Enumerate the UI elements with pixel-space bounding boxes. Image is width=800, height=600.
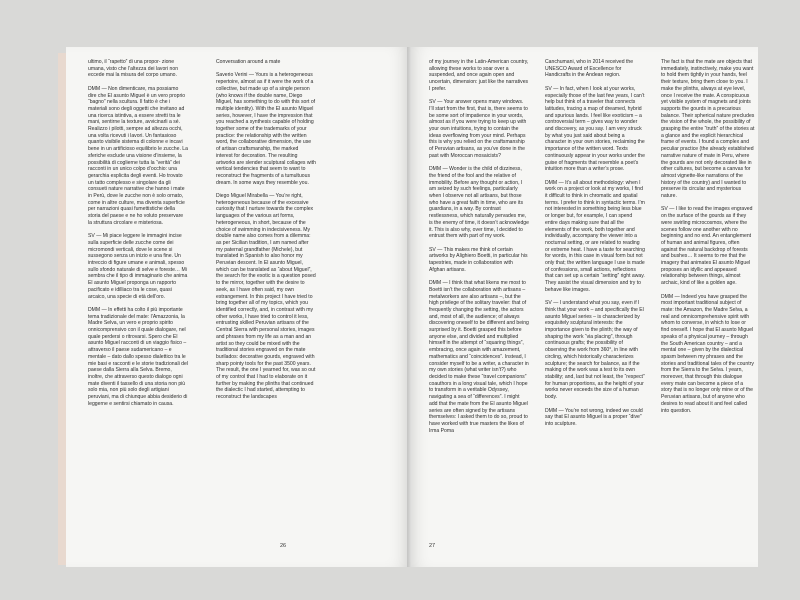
open-book <box>58 47 758 567</box>
paragraph: DMM — I think that what likens me most to Boetti isn’t the collaboration with artisans – metalworkers are also artisans –, but the high privilege of the solitary traveler: that of frequently changing the setting, the actors and, most of all, the audience; of always discovering oneself to be different and being surprised by it. Boetti grasped this before anyone else, and divided and multiplied himself in the attempt of “squaring things”, embracing, once again with amazement, mathematics and “coincidences”. Instead, I consider myself to be a writer, a character in my own stories (what writer isn’t?) who decided to make these “travel companions” coauthors in a long visual tale, which I hope to transform in a veritable Odyssey, navigating a sea of “differences”. I might add that the mate from the El asunto Miguel series are often signed by the artisans themselves: I asked them to do so, proud to have worked with true masters the likes of Irma Poma <box>429 280 529 434</box>
left-page-column-2 <box>216 59 316 408</box>
page-number-left: 26 <box>280 543 287 549</box>
left-page <box>66 47 409 567</box>
paragraph: DMM — Non dimenticare, ma possiamo dire che El asunto Miguel è un vero proprio “bagno” nella scultura. Il fatto è che i materiali sono degli oggetti che invitano ad una ricerca istintiva, a essere stretti tra le mani, sentirne la texture, avvicinarli a sé. Realizzo i pilotti, sempre ad altezza occhi, una volta ricevuti i lavori. Un fantasioso quanto visibile sistema di colonne e incavi bene in un artificioso equilibrio le zucche. La sferiche esclude una visione d’insieme, la possibilità di coglierne tutta la “verità” dei racconti in un unico colpo d’occhio: una gerarchia esplicita degli eventi. Ho trovato un tatto complesso e singolare da gli consueti nature narrative che hanno i mate in Perù, dove le zucche non è solo ornato, come in altre culture, ma diventa superficie per narrazioni quasi fumettistiche della storia del paese e ne ho voluto preservare la struttura circolare e misteriosa. <box>88 85 188 226</box>
paragraph: ultimo, il “rapetto” di una propor- zione umana, visto che l’altezza dei lavori non eccede mai la misura del corpo umano. <box>88 59 179 79</box>
paragraph: SV — I understand what you say, even if I think that your work – and specifically the El asunto Miguel series – is characterized by exquisitely sculptural interests: the importance given to the plinth; the way of shaping the work “via placing”, through continuous grafts; the possibility of observing the work from 360°, in line with circling, which historically characterizes sculpture; the search for balance, as if the making of the work was a test to its own stability; and, last but not least, the “respect” for human proportions, as the height of your works never exceeds the size of a human body. <box>545 300 645 401</box>
right-page-column-2 <box>545 59 645 434</box>
paragraph: DMM — Indeed you have grasped the most important traditional subject of mate: the Amazon, the Madre Selva, a real and omnicomprehensive spirit with whom to converse, in which to lose or find oneself. I hope that El asunto Miguel speaks of a physical journey – through the South American country – and a mental one – given by the dialectical spasm between my phrases and the stories and traditional tales of the country from the Sierra to the Selva. I yearn, moreover, that through this dialogue every mate can become a piece of a story that is no longer only mine or of the Peruvian artisans, but of anyone who desires to read about it and feel called into question. <box>661 293 754 414</box>
paragraph: SV — In fact, when I look at your works, especially those of the last few years, I can’t help but think of a traveler that connects latitudes, tracing a map of dreamed, hybrid and spurious lands. I feel like exoticism – a controversial term – gives way to wonder and discovery, as you say. I am very struck by what you just said about being a character in your own stories, reclaiming the importance of the written word. Texts continuously appear in your works under the guise of fragments that resemble a poet’s intuition more than a writer’s prose. <box>545 85 645 173</box>
paragraph: DMM — In effetti ha colto il più importante tema tradizionale del mate: l’Amazzonia, la Madre Selva, un vero e proprio spirito onnicomprensivo con il quale dialogare, nel quale perdersi o ritrovarsi. Spero che El asunto Miguel racconti di un viaggio fisico – attraverso il paese sudamericano – e mentale – dato dallo spesso dialettico tra le mie basi e racconti e le storie tradizionali del paese dalla Sierra alla Selva. Bremo, inoltre, che attraverso questo dialogo ogni mate diventi il tassello di una storia non più solo mia, non più solo degli artigiani peruviani, ma di chiunque abbia desiderio di leggerne e sentirsi chiamato in causa. <box>88 306 188 407</box>
right-page <box>409 47 758 567</box>
section-heading: Conversation around a mate <box>216 59 281 65</box>
left-page-column-1 <box>88 59 188 414</box>
paragraph: of my journey in the Latin-American country, allowing these works to soar over a suspended, and once again open and uncertain, dimension: just like the narratives I prefer. <box>429 59 529 92</box>
paragraph: DMM — You’re not wrong, indeed we could say that El asunto Miguel is a proper “dive” into sculpture. <box>545 407 643 427</box>
gutter-shadow <box>407 47 411 567</box>
paragraph: DMM — It’s all about methodology: when I work on a project or look at my works, I find it difficult to think in chromatic and spatial terms. I prefer to think in syntactic terms. I’m not interested in something being less blue or longer but, for example, I can spend entire days making sure that all the elements of the work, both together and individually, accompany the viewer into a nocturnal setting, or are related to reading or extreme heat. I have a taste for searching for words, in this case in visual form but not only that; the written language I use is made of confessions, small actions, reflections that can set up a certain “setting” right away. They assist the visual dimension and try to behave like images. <box>545 179 645 293</box>
paragraph: The fact is that the mate are objects that immediately, instinctively, make you want to hold them tightly in your hands, feel their texture, bring them close to you. I make the plinths, always at eye level, once I receive the mate. A conspicuous yet visible system of magnets and joints supports the gourds in a precarious balance. Their spherical nature precludes the vision of the whole, the possibility of grasping the entire “truth” of the stories at a glance and the explicit hierarchical frame of events. I found a complex and peculiar practice (the already established narrative nature of mate in Peru, where the gourds are not only decorated like in other cultures, but become a canvas for almost vignette-like narrations of the history of the country) and I wanted to preserve its circular and mysterious nature. <box>661 59 755 200</box>
paragraph: DMM — Wonder is the child of dizziness, the friend of the fool and the relative of immobility. Before any thought or action, I am seized by such feelings, particularly when I observe not all artisans, but those who have a great faith in time, who are its guardians, in a way. By contrast restlessness, which naturally pervades me, is the enemy of time, it doesn’t acknowledge it. This is also why, over time, I decided to entrust them with part of my work. <box>429 166 529 240</box>
paragraph: Saverio Verini — Yours is a heterogeneous repertoire, almost as if it were the work of a collective, but made up of a single person (who knows if the double name, Diego Miguel, has something to do with this sort of multiple identity). With the El asunto Miguel series, however, I have the impression that you reached a synthesis capable of holding together some of the trademarks of your practice: the relationship with the written word, the collaborative dimension, the use of artisan craftsmanship, the marked interest for decoration. The resulting artworks are slender sculptural collages with vertical tendencies that seem to want to reconstruct the fragments of a tumultuous dream. In some ways they resemble you. <box>216 72 316 186</box>
paragraph: SV — This makes me think of certain artworks by Alighiero Boetti, in particular his tapestries, made in collaboration with Afghan artisans. <box>429 246 528 273</box>
paragraph: SV — Mi piace leggere le immagini incise sulla superficie delle zucche come dei micromondi verticali, dove le scene si sussegono senza un inizio e una fine. Un intreccio di figure umane e animali, spesso sullo sfondo naturale di selve e foreste… Mi sembra che il tipo di immaginario che anima El asunto Miguel proponga un rapporto pacificato e idilliaco tra le cose, quasi arcaico, una specie di età dell’oro. <box>88 233 188 300</box>
paragraph: SV — I like to read the images engraved on the surface of the gourds as if they were swirling microcosmos, where the scenes follow one another with no beginning and no end. An entanglement of human and animal figures, often against the natural backdrop of forests and bushes… It seems to me that the imagery that animates El asunto Miguel proposes an idyllic and appeased relationship between things, almost archaic, kind of like a golden age. <box>661 206 753 287</box>
right-page-column-1 <box>429 59 529 441</box>
paragraph: Canchumani, who in 2014 received the UNESCO Award of Excellence for Handicrafts in the Andean region. <box>545 59 634 79</box>
paragraph: Diego Miguel Mirabella — You’re right, heterogeneous because of the excessive curiosity that I nurture towards the complex languages of the various art forms, heterogeneous, in short, because of the choice of swimming in indecisiveness. My double name also comes from a dilemma: as per Sicilian tradition, I am named after my paternal grandfather (Michele), but translated in Spanish to also honor my Peruvian descent. In El asunto Miguel, which can be translated as “about Miguel”, the search for the exotic is a question posed to the mirror, together with the desire to seek, as I have often said, my own estrangement. In this project I have tried to bring together all of my topics, which you identified correctly, and, in contrast with my other works, I have tried to control it less, entrusting skilled Peruvian artisans of the Central Sierra with personal stories, images and phrases from my life as a man and an artist so they could be mixed with the traditional stories engraved on the mate burilados: decorative gourds, engraved with sharp pointy tools for the past 3500 years. The result, the one I yearned for, was so out of my control that I had to elaborate on it further by making the plinths that continued the dialectic I had started, attempting to reconstruct the landscapes <box>216 193 316 401</box>
paragraph: SV — Your answer opens many windows. I’ll start from the first, that is, there seems to be some sort of impatience in your words, almost as if you were trying to keep up with your own intuitions, trying to contain the ideas overflowing from your mind. Perhaps this is why you relied on the craftsmanship of Peruvian artisans, as you’ve done in the past with Moroccan mosaicists? <box>429 99 528 159</box>
page-number-right: 27 <box>429 543 436 549</box>
right-page-column-3 <box>661 59 755 421</box>
